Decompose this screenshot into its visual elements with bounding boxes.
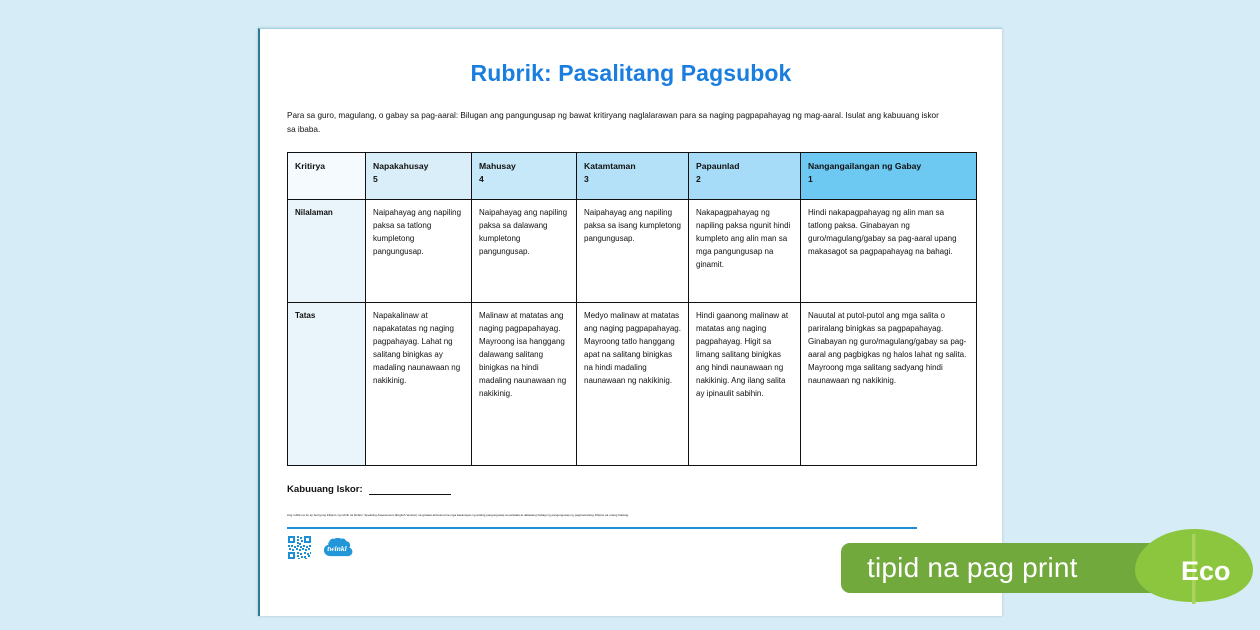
twinkl-logo[interactable] — [323, 538, 366, 557]
header-score: 3 — [584, 173, 589, 184]
total-score-label: Kabuuang Iskor: — [287, 484, 363, 496]
cell-tatas-3[interactable]: Medyo malinaw at matatas ang naging pagpapahayag. Mayroong tatlo hanggang apat na salitang binigkas na hindi madaling naunawaan ng nakikinig. — [577, 303, 689, 466]
table-row — [288, 200, 977, 303]
header-label: Mahusay — [479, 161, 516, 172]
qr-code-icon[interactable] — [287, 535, 312, 560]
header-label: Nangangailangan ng Gabay — [808, 161, 922, 172]
page-title: Rubrik: Pasalitang Pagsubok — [470, 60, 792, 86]
header-score: 1 — [808, 173, 813, 184]
cell-nilalaman-3[interactable]: Naipahayag ang napiling paksa sa isang kumpletong pangungusap. — [577, 200, 689, 303]
cell-nilalaman-5[interactable]: Naipahayag ang napiling paksa sa tatlong kumpletong pangungusap. — [366, 200, 472, 303]
header-papaunlad — [689, 153, 801, 200]
eco-badge-bar-label: tipid na pag print — [867, 552, 1078, 583]
rubric-table — [287, 152, 977, 466]
header-label: Papaunlad — [696, 161, 740, 172]
intro-instructions: Para sa guro, magulang, o gabay sa pag-aaral: Bilugan ang pangungusap ng bawat kritiryang naglalarawan para sa naging pagpapahayag ng mag-aaral. Isulat ang kabuuang iskor sa ibaba. — [287, 111, 939, 134]
header-katamtaman — [577, 153, 689, 200]
criteria-tatas: Tatas — [288, 303, 366, 466]
header-label: Napakahusay — [373, 161, 429, 172]
fineprint-note: Ang rubrik na ito ay bersyong Filipino ng rubrik na Rubric: Speaking Assessment (English Version) na ginawa alinsunod sa mga kasanayan ng araling pangungusap at pariwala at dalawang bahagi ng pangungusap ng pagmamarang Filipino sa unang baitang. — [287, 513, 629, 518]
header-label: Katamtaman — [584, 161, 636, 172]
twinkl-logo-text: twinkl — [327, 543, 347, 553]
header-nangangailangan-ng-gabay — [801, 153, 977, 200]
cell-tatas-1[interactable]: Nauutal at putol-putol ang mga salita o pariralang binigkas sa pagpapahayag. Ginabayan ng guro/magulang/gabay sa pag-aaral ang pagbigkas ng halos lahat ng salita. Mayroong mga salitang sadyang hindi naunawaan ng nakikinig. — [801, 303, 977, 466]
cell-nilalaman-2[interactable]: Nakapagpahayag ng napiling paksa ngunit hindi kumpleto ang alin man sa mga pangungusap na ginamit. — [689, 200, 801, 303]
cell-nilalaman-4[interactable]: Naipahayag ang napiling paksa sa dalawang kumpletong pangungusap. — [472, 200, 577, 303]
criteria-nilalaman: Nilalaman — [288, 200, 366, 303]
total-score-row — [287, 483, 975, 495]
header-kritirya — [288, 153, 366, 200]
header-label: Kritirya — [295, 161, 326, 172]
header-mahusay — [472, 153, 577, 200]
header-score: 5 — [373, 173, 378, 184]
footer-divider — [287, 527, 917, 529]
table-row — [288, 303, 977, 466]
cell-tatas-5[interactable]: Napakalinaw at napakatatas ng naging pagpahayag. Lahat ng salitang binigkas ay madaling naunawaan ng nakikinig. — [366, 303, 472, 466]
cell-tatas-2[interactable]: Hindi gaanong malinaw at matatas ang naging pagpahayag. Higit sa limang salitang binigkas ang hindi naunawaan ng nakikinig. Ang ilang salita ay ipinaulit sabihin. — [689, 303, 801, 466]
header-napakahusay — [366, 153, 472, 200]
total-score-blank[interactable] — [369, 483, 451, 495]
eco-badge — [829, 536, 1260, 600]
eco-badge-leaf-label: Eco — [1181, 556, 1231, 586]
cell-tatas-4[interactable]: Malinaw at matatas ang naging pagpapahayag. Mayroong isa hanggang dalawang salitang binigkas na hindi madaling naunawaan ng nakikinig. — [472, 303, 577, 466]
header-score: 4 — [479, 173, 484, 184]
table-header-row — [288, 153, 977, 200]
document-page — [258, 28, 1002, 616]
cell-nilalaman-1[interactable]: Hindi nakapagpahayag ng alin man sa tatlong paksa. Ginabayan ng guro/magulang/gabay sa pag-aaral upang makasagot sa pagpapahayag na bahagi. — [801, 200, 977, 303]
header-score: 2 — [696, 173, 701, 184]
